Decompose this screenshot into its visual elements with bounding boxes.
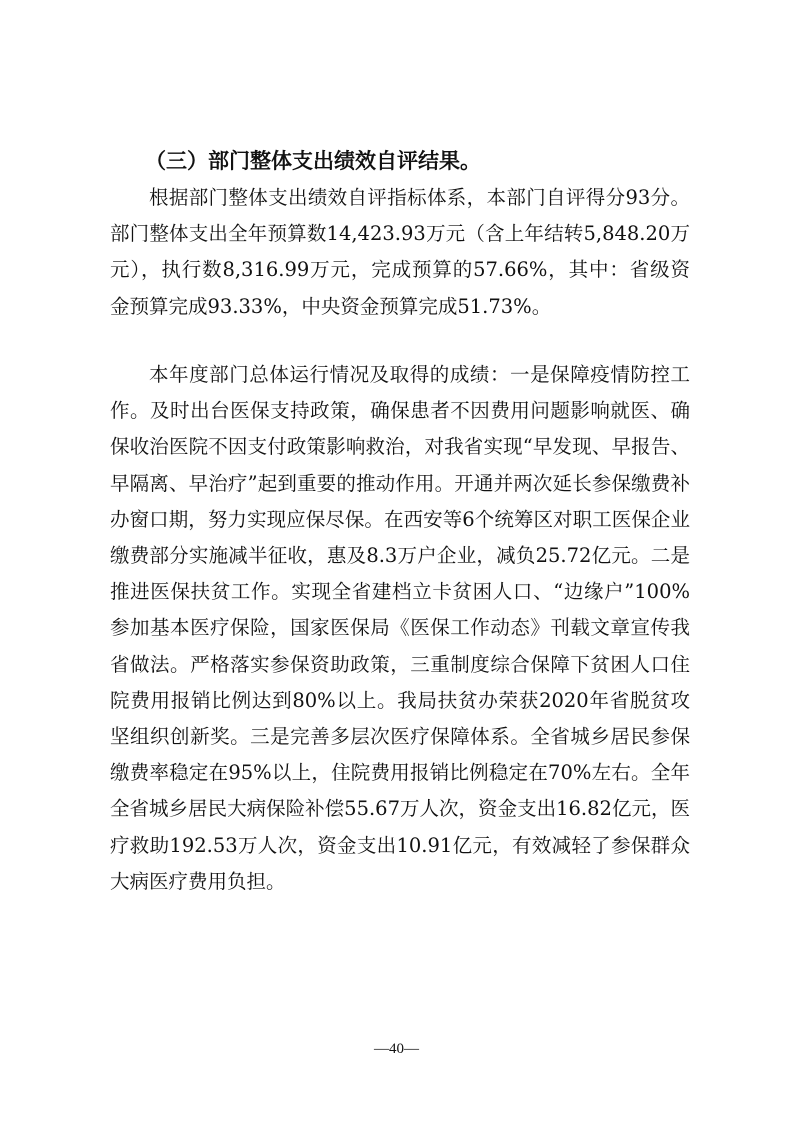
paragraph-annual-achievements: 本年度部门总体运行情况及取得的成绩：一是保障疫情防控工作。及时出台医保支持政策，确保患者不因费用问题影响就医、确保收治医院不因支付政策影响救治，对我省实现“早发现、早报告、早隔离、早治疗”起到重要的推动作用。开通并两次延长参保缴费补办窗口期，努力实现应保尽保。在西安等6个统筹区对职工医保企业缴费部分实施减半征收，惠及8.3万户企业，减负25.72亿元。二是推进医保扶贫工作。实现全省建档立卡贫困人口、“边缘户”100%参加基本医疗保险，国家医保局《医保工作动态》刊载文章宣传我省做法。严格落实参保资助政策，三重制度综合保障下贫困人口住院费用报销比例达到80%以上。我局扶贫办荣获2020年省脱贫攻坚组织创新奖。三是完善多层次医疗保障体系。全省城乡居民参保缴费率稳定在95%以上，住院费用报销比例稳定在70%左右。全年全省城乡居民大病保险补偿55.67万人次，资金支出16.82亿元，医疗救助192.53万人次，资金支出10.91亿元，有效减轻了参保群众大病医疗费用负担。 xyxy=(110,363,690,893)
section-heading: （三）部门整体支出绩效自评结果。 xyxy=(145,149,481,173)
paragraph-performance-score: 根据部门整体支出绩效自评指标体系，本部门自评得分93分。部门整体支出全年预算数14,423.93万元（含上年结转5,848.20万元），执行数8,316.99万元，完成预算的57.66%，其中：省级资金预算完成93.33%，中央资金预算完成51.73%。 xyxy=(110,186,690,318)
page-number: —40— xyxy=(374,1041,419,1057)
